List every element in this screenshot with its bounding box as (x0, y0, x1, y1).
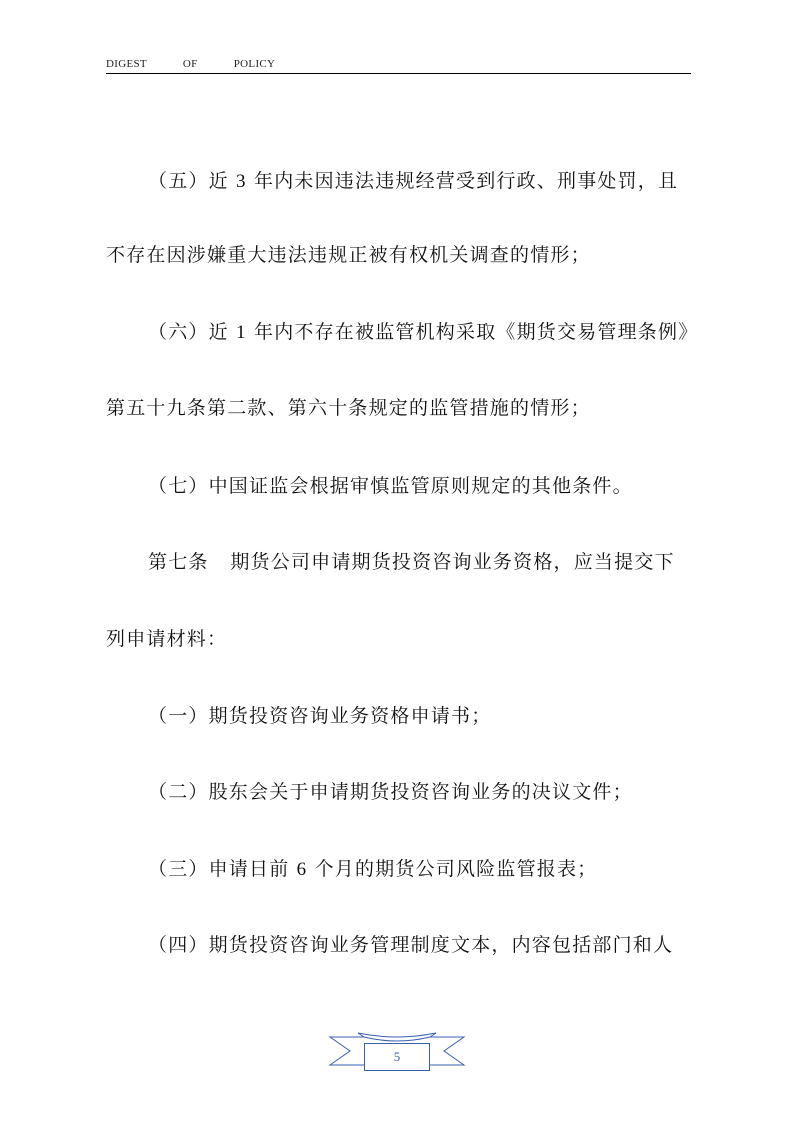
line-3-num: 1 (236, 322, 247, 343)
list-item-3 (148, 857, 597, 882)
article-7-heading-line: 第七条 期货公司申请期货投资咨询业务资格，应当提交下 (148, 551, 675, 573)
body-line-4: 第五十九条第二款、第六十条规定的监管措施的情形； (106, 397, 591, 419)
list-item-3-pre: （三）申请日前 (148, 858, 297, 880)
list-item-4: （四）期货投资咨询业务管理制度文本，内容包括部门和人 (148, 934, 674, 956)
page-number (364, 1043, 430, 1071)
line-1-pre: （五）近 (148, 170, 237, 192)
list-item-3-post: 个月的期货公司风险监管报表； (307, 858, 598, 880)
list-item-2: （二）股东会关于申请期货投资咨询业务的决议文件； (148, 781, 633, 803)
line-3-pre: （六）近 (148, 321, 237, 343)
header-title: DIGEST OF POLICY (106, 58, 276, 70)
body-line-1 (148, 169, 678, 194)
body-line-2: 不存在因涉嫌重大违法违规正被有权机关调查的情形； (106, 244, 591, 266)
page-number-text: 5 (393, 1049, 401, 1064)
line-3-post: 年内不存在被监管机构采取《期货交易管理条例》 (246, 321, 699, 343)
body-line-5: （七）中国证监会根据审慎监管原则规定的其他条件。 (148, 475, 633, 497)
page-header (106, 57, 691, 74)
line-1-post: 年内未因违法违规经营受到行政、刑事处罚，且 (246, 170, 679, 192)
list-item-3-num: 6 (296, 859, 308, 880)
body-line-7: 列申请材料： (106, 628, 228, 650)
list-item-1: （一）期货投资咨询业务资格申请书； (148, 705, 492, 727)
body-line-3 (148, 320, 698, 345)
line-1-num: 3 (236, 171, 247, 192)
